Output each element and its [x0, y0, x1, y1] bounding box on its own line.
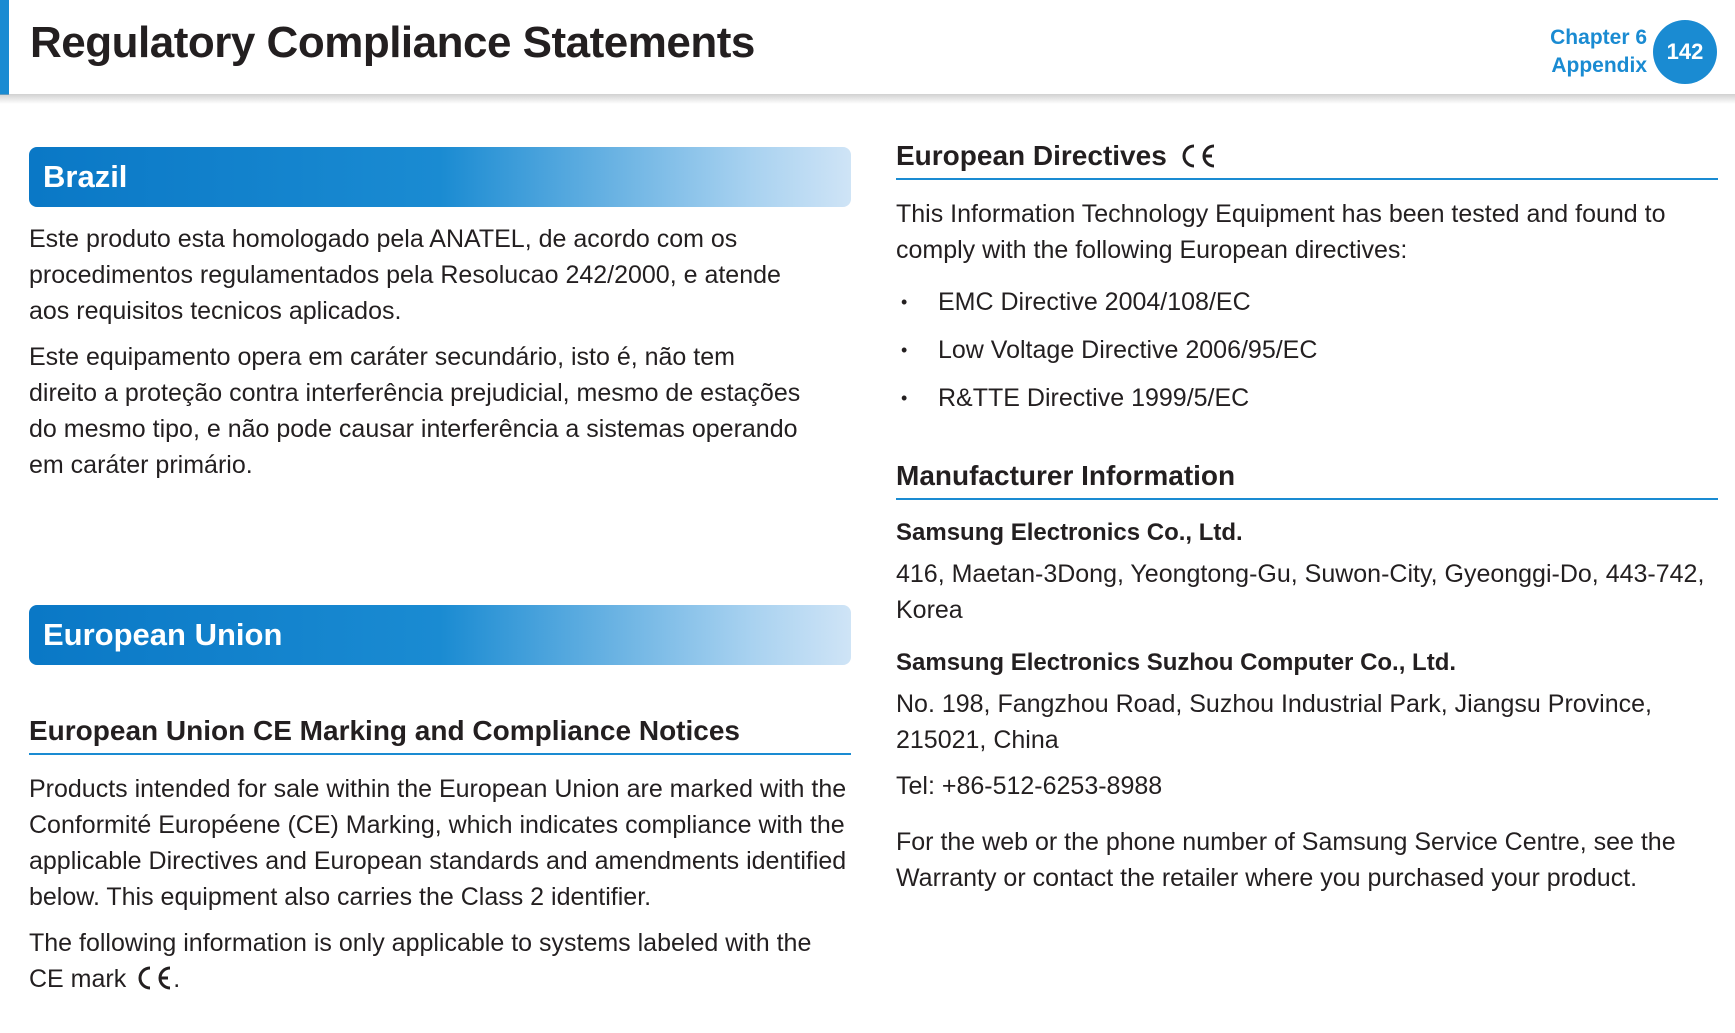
page-number-badge: 142	[1653, 20, 1717, 84]
section-heading-european-union: European Union	[29, 605, 851, 665]
manufacturer-tel: Tel: +86-512-6253-8988	[896, 772, 1163, 800]
ce-mark-icon	[133, 965, 173, 991]
eu-paragraph-2-text: The following information is only applicable to systems labeled with the CE mark	[29, 929, 812, 993]
brazil-paragraph-2: Este equipamento opera em caráter secundário, isto é, não tem direito a proteção contra interferência prejudicial, mesmo de estações do mesmo tipo, e não pode causar interferência a sistemas operando em caráter primário.	[29, 343, 801, 479]
manufacturer-info-heading: Manufacturer Information	[896, 460, 1718, 500]
manufacturer-name-2: Samsung Electronics Suzhou Computer Co., Ltd.	[896, 649, 1457, 676]
left-column	[29, 147, 851, 1007]
european-directives-heading	[896, 140, 1718, 180]
right-column	[896, 140, 1718, 906]
header-divider	[0, 94, 1735, 104]
chapter-label	[1550, 24, 1647, 80]
ce-mark-icon	[1177, 142, 1217, 170]
list-item: • EMC Directive 2004/108/EC	[896, 278, 1718, 326]
list-item: • Low Voltage Directive 2006/95/EC	[896, 326, 1718, 374]
european-directives-title: European Directives	[896, 140, 1167, 171]
directives-list	[896, 278, 1718, 422]
manufacturer-address-2: No. 198, Fangzhou Road, Suzhou Industrial Park, Jiangsu Province, 215021, China	[896, 690, 1652, 754]
brazil-paragraph-1: Este produto esta homologado pela ANATEL, de acordo com os procedimentos regulamentados pela Resolucao 242/2000, e atende aos requisitos tecnicos aplicados.	[29, 225, 781, 325]
directives-intro: This Information Technology Equipment has been tested and found to comply with the following European directives:	[896, 200, 1666, 264]
page-title: Regulatory Compliance Statements	[30, 18, 755, 67]
eu-paragraph-2-end: .	[173, 965, 181, 993]
manufacturer-address-1: 416, Maetan-3Dong, Yeongtong-Gu, Suwon-City, Gyeonggi-Do, 443-742, Korea	[896, 560, 1705, 624]
header-accent-bar	[0, 0, 9, 95]
eu-ce-marking-heading: European Union CE Marking and Compliance Notices	[29, 715, 851, 755]
eu-paragraph-2	[29, 925, 851, 997]
chapter-name: Appendix	[1551, 54, 1647, 77]
service-centre-note: For the web or the phone number of Samsung Service Centre, see the Warranty or contact the retailer where you purchased your product.	[896, 828, 1676, 892]
manufacturer-name-1: Samsung Electronics Co., Ltd.	[896, 519, 1243, 546]
eu-paragraph-1: Products intended for sale within the European Union are marked with the Conformité Européene (CE) Marking, which indicates compliance with the applicable Directives and European standards and amendments identified below. This equipment also carries the Class 2 identifier.	[29, 775, 847, 911]
list-item: • R&TTE Directive 1999/5/EC	[896, 374, 1718, 422]
section-heading-brazil: Brazil	[29, 147, 851, 207]
chapter-number: Chapter 6	[1550, 26, 1647, 49]
